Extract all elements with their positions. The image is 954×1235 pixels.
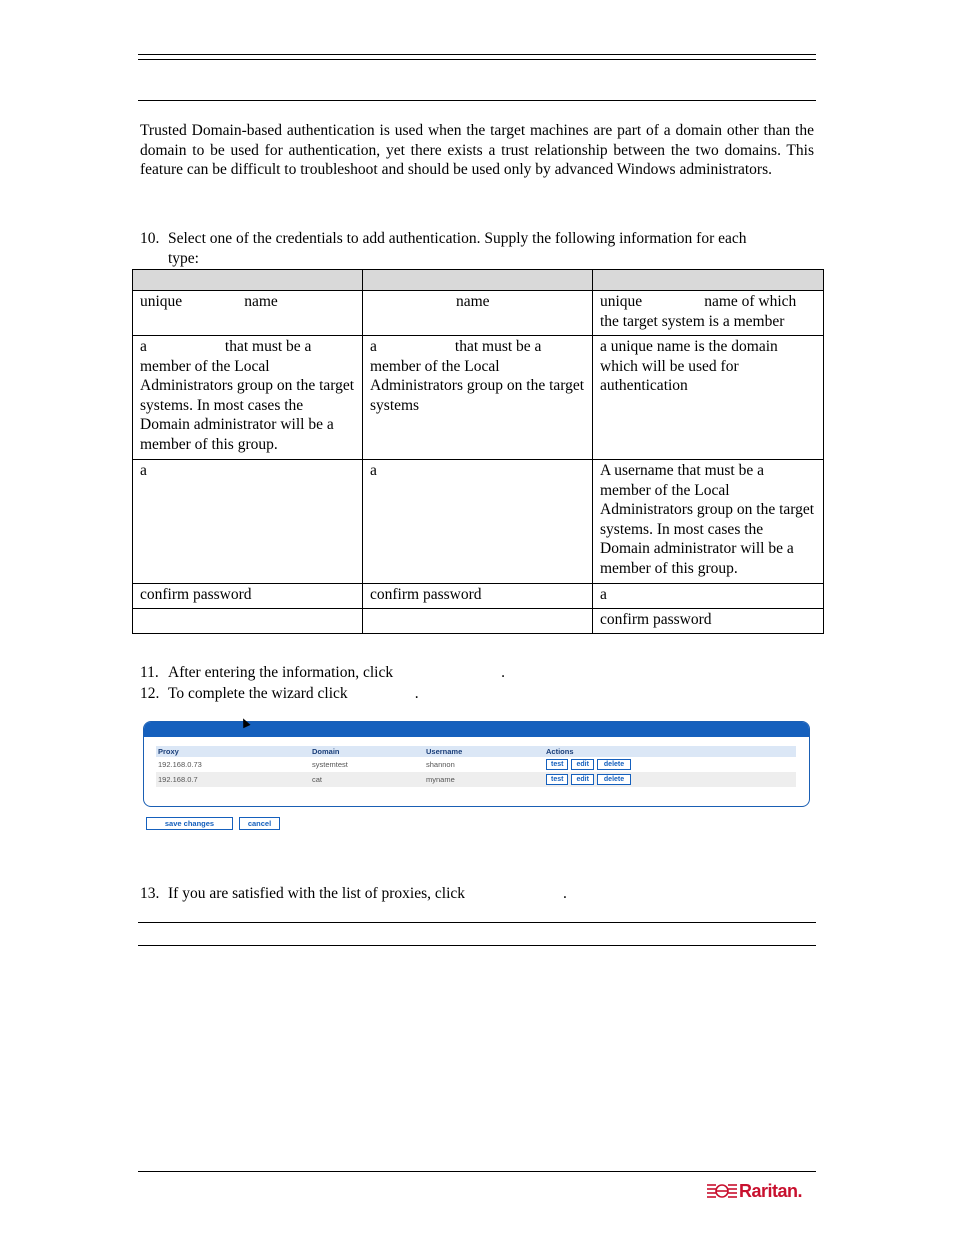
table-cell: unique name of which the target system is a member [593,291,824,336]
table-header-cell [133,270,363,291]
column-header-domain: Domain [310,746,424,757]
step-number: 12. [140,685,160,702]
step-text: If you are satisfied with the list of proxies, click [168,885,466,902]
credentials-table [132,269,824,634]
step-text: Select one of the credentials to add authentication. Supply the following information for each [168,230,747,247]
column-header-username: Username [424,746,544,757]
delete-button[interactable]: delete [597,774,631,785]
table-cell: a unique name is the domain which will be used for authentication [593,336,824,460]
table-header-cell [363,270,593,291]
step-11: 11. After entering the information, click . [140,664,505,681]
table-cell: name [363,291,593,336]
test-button[interactable]: test [546,759,568,770]
table-cell: a that must be a member of the Local Administrators group on the target systems. In most cases the Domain administrator will be a member of this group. [133,336,363,460]
proxy-cell: 192.168.0.73 [158,760,202,769]
step-number: 13. [140,885,160,902]
proxy-table [156,746,796,787]
step-12: 12. To complete the wizard click . [140,685,419,702]
test-button[interactable]: test [546,774,568,785]
table-cell: unique name [133,291,363,336]
note-rule-top [138,922,816,923]
column-header-actions: Actions [544,746,796,757]
table-row [156,772,796,787]
table-header-cell [593,270,824,291]
table-cell: A username that must be a member of the Local Administrators group on the target systems. In most cases the Domain administrator will be a member of this group. [593,460,824,584]
table-cell: a [133,460,363,584]
step-text: To complete the wizard click [168,685,348,702]
username-cell: shannon [426,760,455,769]
intro-paragraph: Trusted Domain-based authentication is used when the target machines are part of a domain other than the domain to be used for authentication, yet there exists a trust relationship between the two domains. This feature can be difficult to troubleshoot and should be used only by advanced Windows administrators. [140,122,814,179]
table-row [133,336,824,460]
section-rule [138,100,816,101]
actions-cell [544,772,796,787]
table-cell [133,609,363,634]
footer-rule [138,1171,816,1172]
note-rule-bottom [138,945,816,946]
proxy-table-header [156,746,796,757]
table-header-row [133,270,824,291]
domain-cell: cat [310,772,424,787]
table-cell: confirm password [593,609,824,634]
save-changes-button[interactable]: save changes [146,817,233,830]
header-rule-second [138,59,816,60]
proxy-cell: 192.168.0.7 [156,772,310,787]
domain-cell: systemtest [312,760,348,769]
step-number: 11. [140,664,159,681]
raritan-logo [707,1178,815,1204]
delete-button[interactable]: delete [597,759,631,770]
raritan-logo-mark-icon [707,1181,737,1201]
table-row [133,460,824,584]
header-rule-top [138,54,816,55]
table-row [133,584,824,609]
cancel-button[interactable]: cancel [239,817,280,830]
proxy-list-panel [143,721,810,807]
step-10 [140,229,816,268]
table-row [133,291,824,336]
step-13: 13. If you are satisfied with the list of proxies, click . [140,885,567,902]
table-cell: confirm password [133,584,363,609]
step-text-continued: type: [168,249,199,267]
table-row [133,609,824,634]
step-text: After entering the information, click [168,664,394,681]
actions-cell [544,757,796,772]
raritan-logo-text: Raritan. [739,1180,803,1201]
table-row [156,757,796,772]
step-number: 10. [140,230,160,247]
table-cell: confirm password [363,584,593,609]
table-cell [363,609,593,634]
username-cell: myname [424,772,544,787]
column-header-proxy: Proxy [156,746,310,757]
table-cell: a [363,460,593,584]
edit-button[interactable]: edit [571,759,593,770]
table-cell: a [593,584,824,609]
edit-button[interactable]: edit [571,774,593,785]
table-cell: a that must be a member of the Local Administrators group on the target systems [363,336,593,460]
